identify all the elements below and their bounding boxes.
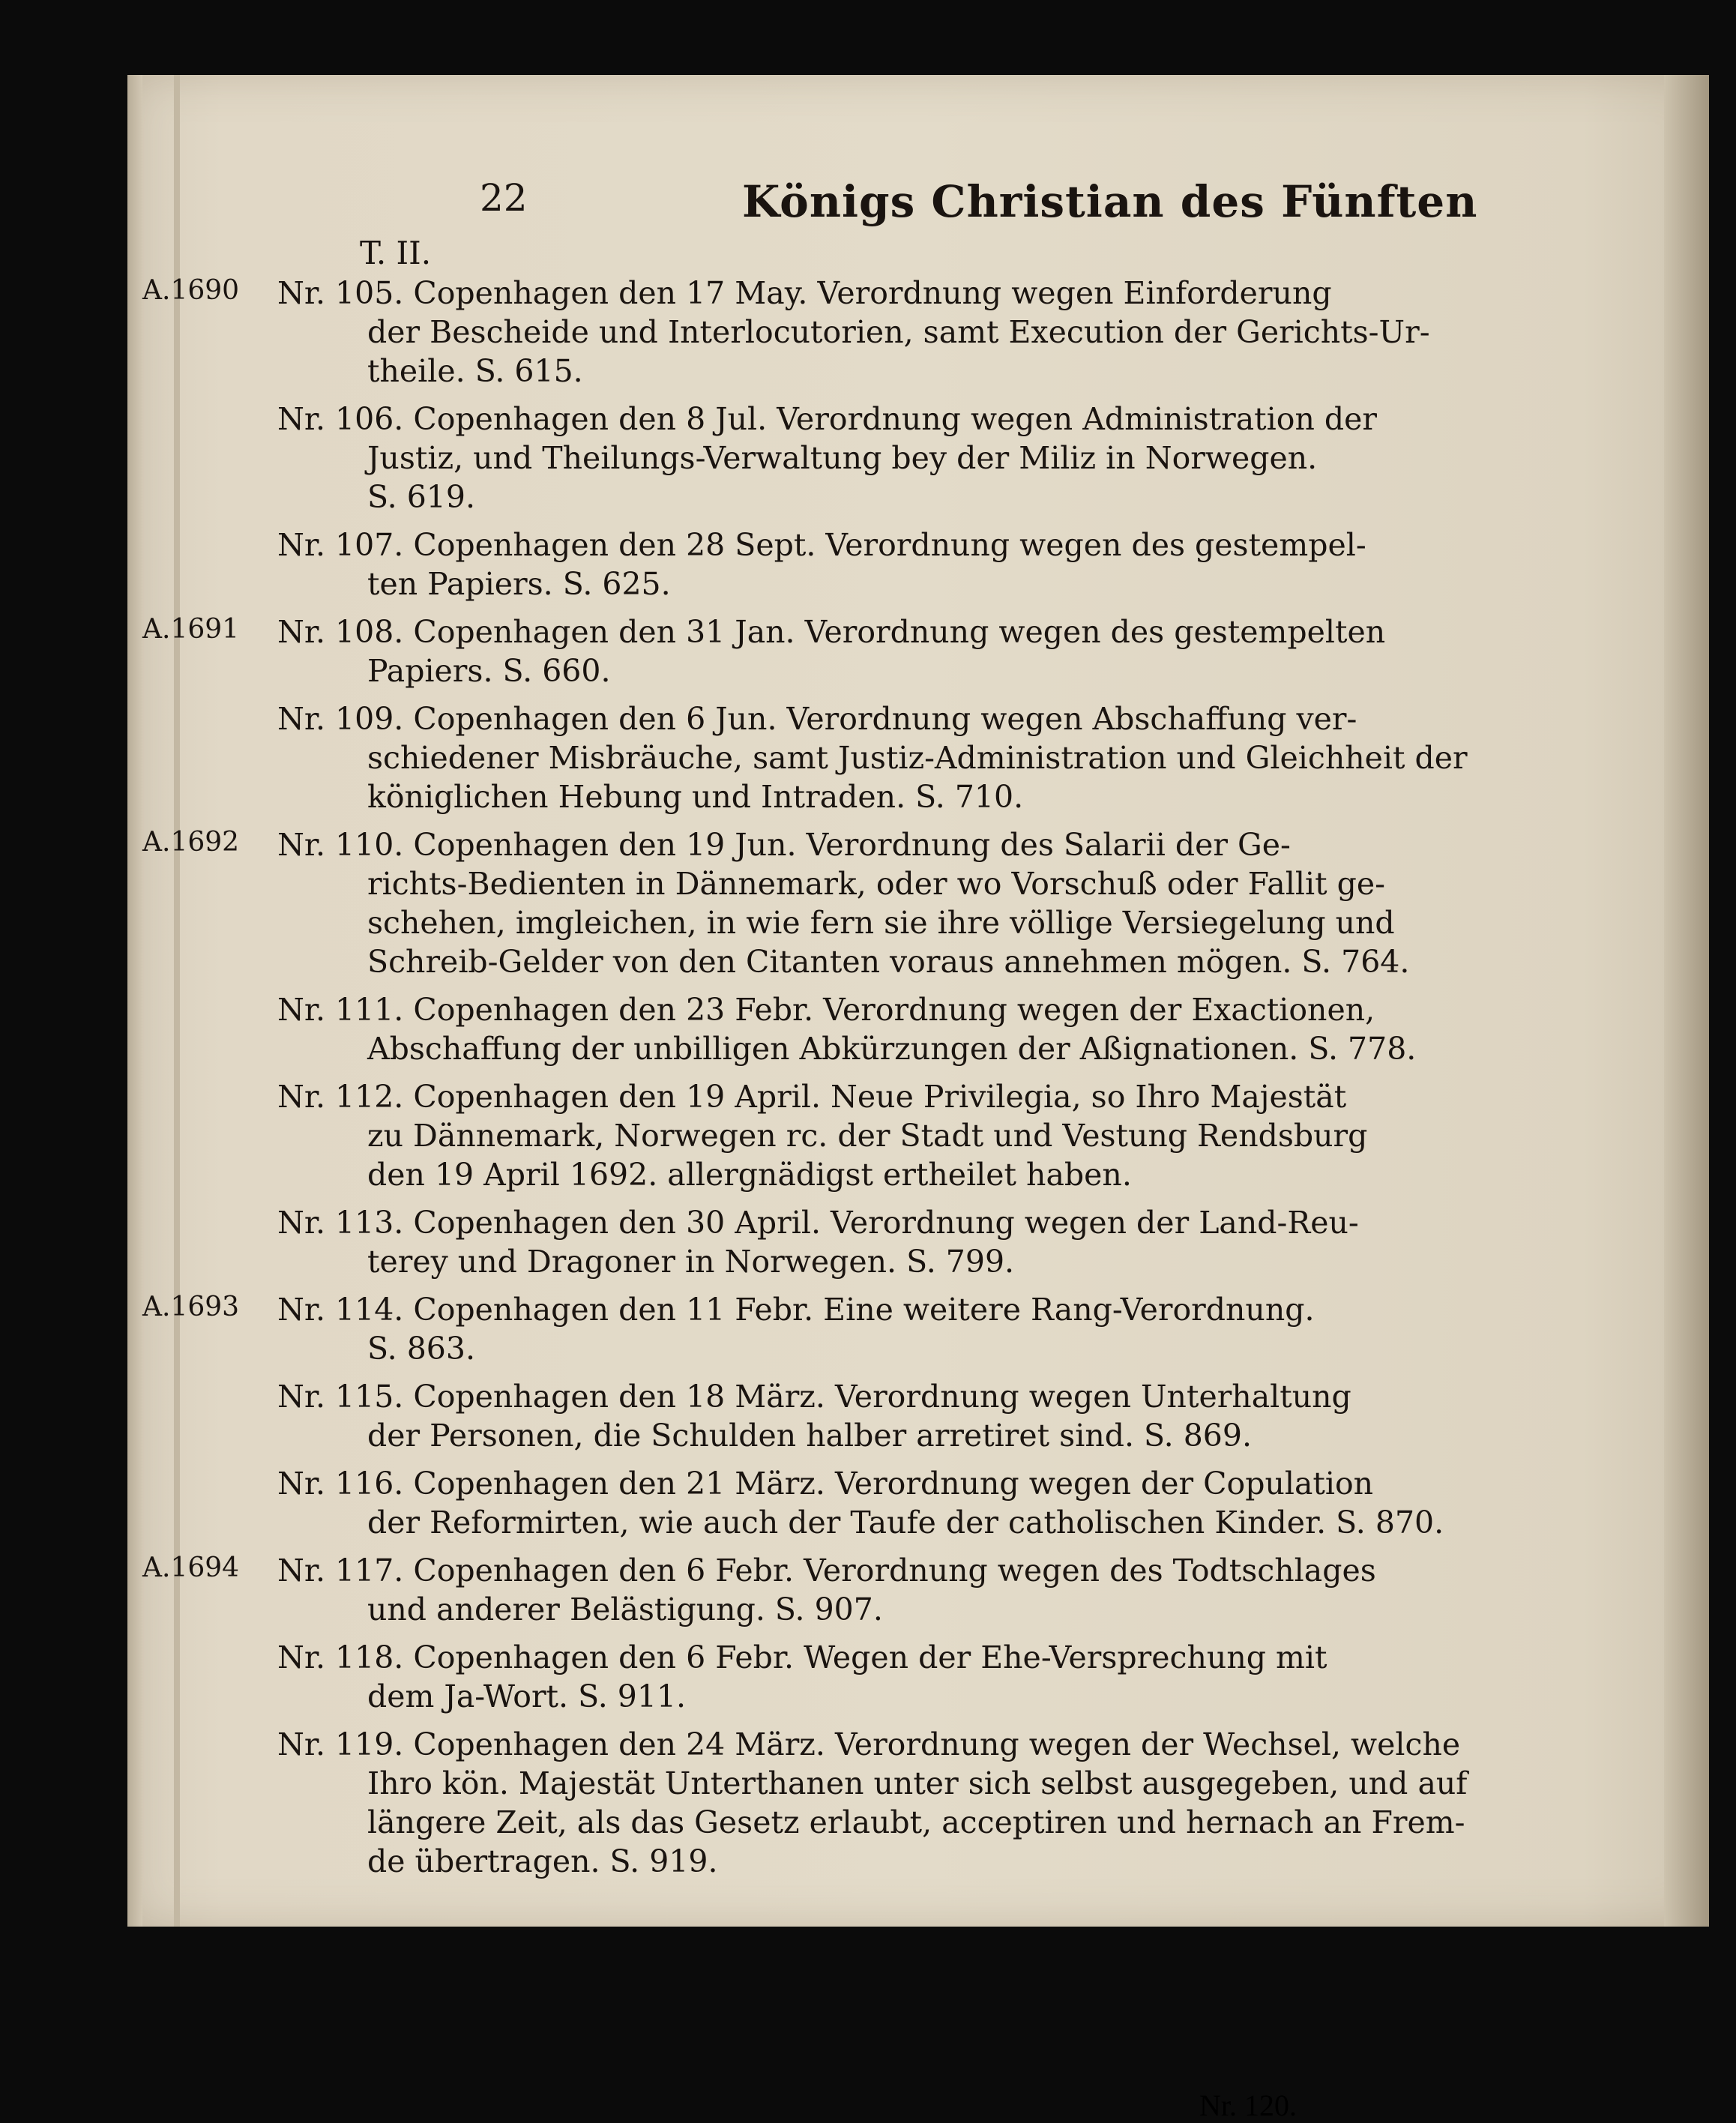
entry-text <box>277 1203 1537 1281</box>
entry-text <box>277 1638 1537 1716</box>
entry-line: den 19 April 1692. allergnädigst ertheilet haben. <box>367 1157 1132 1193</box>
entry-line: Nr. 113. Copenhagen den 30 April. Verordnung wegen der Land-Reu- <box>277 1205 1359 1241</box>
list-item <box>232 1464 1582 1542</box>
entry-line: theile. S. 615. <box>367 353 583 389</box>
page-fold-line <box>174 75 180 1927</box>
entry-text <box>277 1290 1537 1368</box>
entry-line: der Bescheide und Interlocutorien, samt Execution der Gerichts-Ur- <box>367 314 1430 350</box>
entry-line: terey und Dragoner in Norwegen. S. 799. <box>367 1244 1015 1280</box>
entry-line: Nr. 107. Copenhagen den 28 Sept. Verordnung wegen des gestempel- <box>277 527 1366 563</box>
entry-line: und anderer Belästigung. S. 907. <box>367 1592 883 1627</box>
entry-line: Nr. 111. Copenhagen den 23 Febr. Verordnung wegen der Exactionen, <box>277 992 1375 1028</box>
list-item <box>142 612 1582 690</box>
list-item <box>232 699 1582 816</box>
entry-text <box>277 1725 1537 1881</box>
entry-text <box>277 612 1537 690</box>
list-item <box>232 400 1582 517</box>
entry-line: Nr. 110. Copenhagen den 19 Jun. Verordnung des Salarii der Ge- <box>277 827 1291 863</box>
year-marginalia: A.1692 <box>142 827 240 858</box>
list-item <box>142 1290 1582 1368</box>
entry-line: schiedener Misbräuche, samt Justiz-Administration und Gleichheit der <box>367 740 1468 776</box>
entry-line: zu Dännemark, Norwegen rc. der Stadt und Vestung Rendsburg <box>367 1118 1368 1154</box>
list-item <box>232 1077 1582 1194</box>
page-header <box>232 176 1582 271</box>
entry-text <box>277 1077 1537 1194</box>
entry-text <box>277 400 1537 517</box>
entry-text <box>277 1464 1537 1542</box>
list-item <box>232 1725 1582 1881</box>
entry-line: Justiz, und Theilungs-Verwaltung bey der Miliz in Norwegen. <box>367 440 1318 476</box>
entry-line: Nr. 114. Copenhagen den 11 Febr. Eine weitere Rang-Verordnung. <box>277 1292 1315 1328</box>
entry-text <box>277 526 1537 603</box>
year-marginalia: A.1690 <box>142 275 240 306</box>
running-title: Königs Christian des Fünften <box>742 176 1478 227</box>
entry-line: Nr. 106. Copenhagen den 8 Jul. Verordnung wegen Administration der <box>277 401 1377 437</box>
entry-text <box>277 825 1537 981</box>
entry-line: Papiers. S. 660. <box>367 653 611 689</box>
entry-line: Ihro kön. Majestät Unterthanen unter sich selbst ausgegeben, und auf <box>367 1765 1468 1801</box>
page-edge-left <box>127 75 142 1927</box>
entry-line: Nr. 112. Copenhagen den 19 April. Neue Privilegia, so Ihro Majestät <box>277 1079 1347 1115</box>
entry-line: Abschaffung der unbilligen Abkürzungen der Aßignationen. S. 778. <box>367 1031 1417 1067</box>
entry-line: Nr. 115. Copenhagen den 18 März. Verordnung wegen Unterhaltung <box>277 1379 1351 1415</box>
entry-text <box>277 699 1537 816</box>
entry-line: schehen, imgleichen, in wie fern sie ihre völlige Versiegelung und <box>367 905 1395 941</box>
year-marginalia: A.1693 <box>142 1292 240 1322</box>
entry-line: königlichen Hebung und Intraden. S. 710. <box>367 779 1024 815</box>
list-item <box>232 1203 1582 1281</box>
list-item <box>142 1551 1582 1629</box>
entry-line: Schreib-Gelder von den Citanten voraus annehmen mögen. S. 764. <box>367 944 1410 980</box>
entry-line: der Reformirten, wie auch der Taufe der catholischen Kinder. S. 870. <box>367 1505 1444 1541</box>
entry-line: dem Ja-Wort. S. 911. <box>367 1678 687 1714</box>
catchword: Nr. 120. <box>1199 2089 1297 2122</box>
entry-line: Nr. 108. Copenhagen den 31 Jan. Verordnung wegen des gestempelten <box>277 614 1386 650</box>
entry-line: ten Papiers. S. 625. <box>367 566 671 602</box>
list-item <box>232 990 1582 1068</box>
entry-text <box>277 1377 1537 1455</box>
list-item <box>232 1638 1582 1716</box>
entry-text <box>277 274 1537 391</box>
entry-line: Nr. 119. Copenhagen den 24 März. Verordnung wegen der Wechsel, welche <box>277 1726 1461 1762</box>
entry-list <box>142 274 1582 1890</box>
list-item <box>142 825 1582 981</box>
entry-line: Nr. 116. Copenhagen den 21 März. Verordnung wegen der Copulation <box>277 1466 1374 1502</box>
year-marginalia: A.1691 <box>142 614 240 645</box>
entry-line: Nr. 118. Copenhagen den 6 Febr. Wegen der Ehe-Versprechung mit <box>277 1639 1327 1675</box>
list-item <box>232 1377 1582 1455</box>
list-item <box>142 274 1582 391</box>
list-item <box>232 526 1582 603</box>
entry-line: Nr. 117. Copenhagen den 6 Febr. Verordnung wegen des Todtschlages <box>277 1553 1376 1589</box>
year-marginalia: A.1694 <box>142 1553 240 1583</box>
page-number: 22 <box>480 176 528 220</box>
entry-text <box>277 990 1537 1068</box>
entry-line: de übertragen. S. 919. <box>367 1843 718 1879</box>
entry-line: der Personen, die Schulden halber arretiret sind. S. 869. <box>367 1418 1253 1454</box>
page-edge-right <box>1664 75 1709 1927</box>
tome-label: T. II. <box>360 235 432 271</box>
entry-text <box>277 1551 1537 1629</box>
entry-line: richts-Bedienten in Dännemark, oder wo Vorschuß oder Fallit ge- <box>367 866 1385 902</box>
entry-line: S. 863. <box>367 1331 475 1367</box>
page-text <box>142 176 1582 1879</box>
entry-line: Nr. 109. Copenhagen den 6 Jun. Verordnung wegen Abschaffung ver- <box>277 701 1357 737</box>
entry-line: Nr. 105. Copenhagen den 17 May. Verordnung wegen Einforderung <box>277 275 1332 311</box>
entry-line: längere Zeit, als das Gesetz erlaubt, acceptiren und hernach an Frem- <box>367 1804 1465 1840</box>
entry-line: S. 619. <box>367 479 475 515</box>
